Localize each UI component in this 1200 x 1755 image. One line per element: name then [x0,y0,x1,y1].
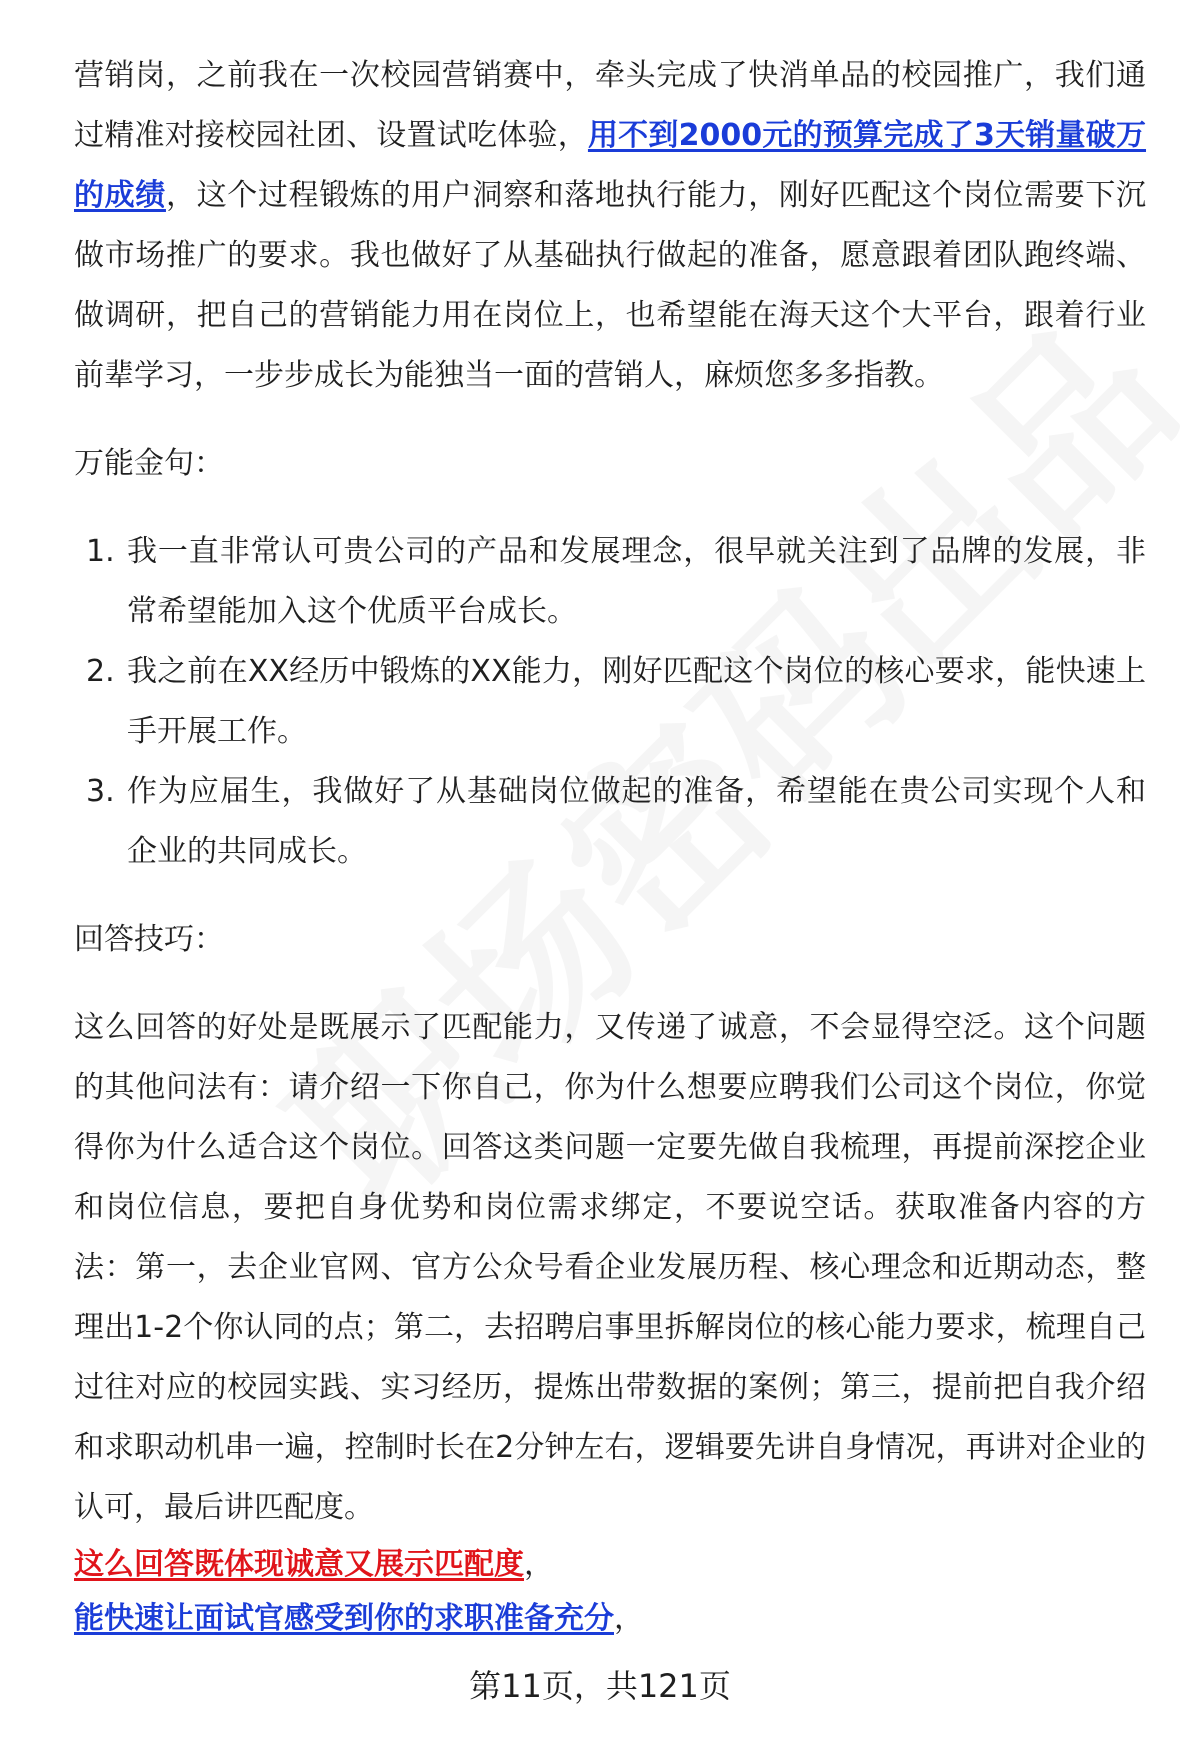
list-item [74,762,1146,882]
list-item [74,522,1146,642]
golden-sentences-list [74,522,1146,882]
tips-heading: 回答技巧： [74,922,224,957]
closing-line-2: 能快速让面试官感受到你的求职准备充分 [74,1601,614,1636]
closing-lines [74,1538,1146,1646]
intro-highlight: 用不到2000元的预算完成了3天销量破万的成绩 [74,118,1147,213]
intro-text-part2: ，这个过程锻炼的用户洞察和落地执行能力，刚好匹配这个岗位需要下沉做市场推广的要求。我也做好了从基础执行做起的准备，愿意跟着团队跑终端、做调研，把自己的营销能力用在岗位上，也希望能在海天这个大平台，跟着行业前辈学习，一步步成长为能独当一面的营销人，麻烦您多多指教。 [74,178,1147,393]
list-item-text: 我一直非常认可贵公司的产品和发展理念，很早就关注到了品牌的发展，非常希望能加入这个优质平台成长。 [127,534,1146,629]
list-item-number: 3. [86,774,115,809]
closing-line-1: 这么回答既体现诚意又展示匹配度 [74,1547,524,1582]
closing-line-1-tail: ， [524,1547,554,1582]
list-item-number: 2. [86,654,115,689]
intro-text-part1: 营销岗，之前我在一次校园营销赛中，牵头完成了快消单品的校园推广，我们通过精准对接校园社团、设置试吃体验， [74,58,1146,153]
list-item-text: 我之前在XX经历中锻炼的XX能力，刚好匹配这个岗位的核心要求，能快速上手开展工作。 [127,654,1146,749]
page-number: 第11页，共121页 [469,1667,731,1705]
intro-paragraph [74,46,1146,406]
list-item [74,642,1146,762]
document-page [74,46,1146,1646]
tips-paragraph: 这么回答的好处是既展示了匹配能力，又传递了诚意，不会显得空泛。这个问题的其他问法有：请介绍一下你自己，你为什么想要应聘我们公司这个岗位，你觉得你为什么适合这个岗位。回答这类问题一定要先做自我梳理，再提前深挖企业和岗位信息，要把自身优势和岗位需求绑定，不要说空话。获取准备内容的方法：第一，去企业官网、官方公众号看企业发展历程、核心理念和近期动态，整理出1-2个你认同的点；第二，去招聘启事里拆解岗位的核心能力要求，梳理自己过往对应的校园实践、实习经历，提炼出带数据的案例；第三，提前把自我介绍和求职动机串一遍，控制时长在2分钟左右，逻辑要先讲自身情况，再讲对企业的认可，最后讲匹配度。 [74,1010,1146,1525]
golden-sentences-heading: 万能金句： [74,446,224,481]
list-item-number: 1. [86,534,115,569]
list-item-text: 作为应届生，我做好了从基础岗位做起的准备，希望能在贵公司实现个人和企业的共同成长。 [127,774,1146,869]
closing-line-2-tail: ， [614,1601,644,1636]
